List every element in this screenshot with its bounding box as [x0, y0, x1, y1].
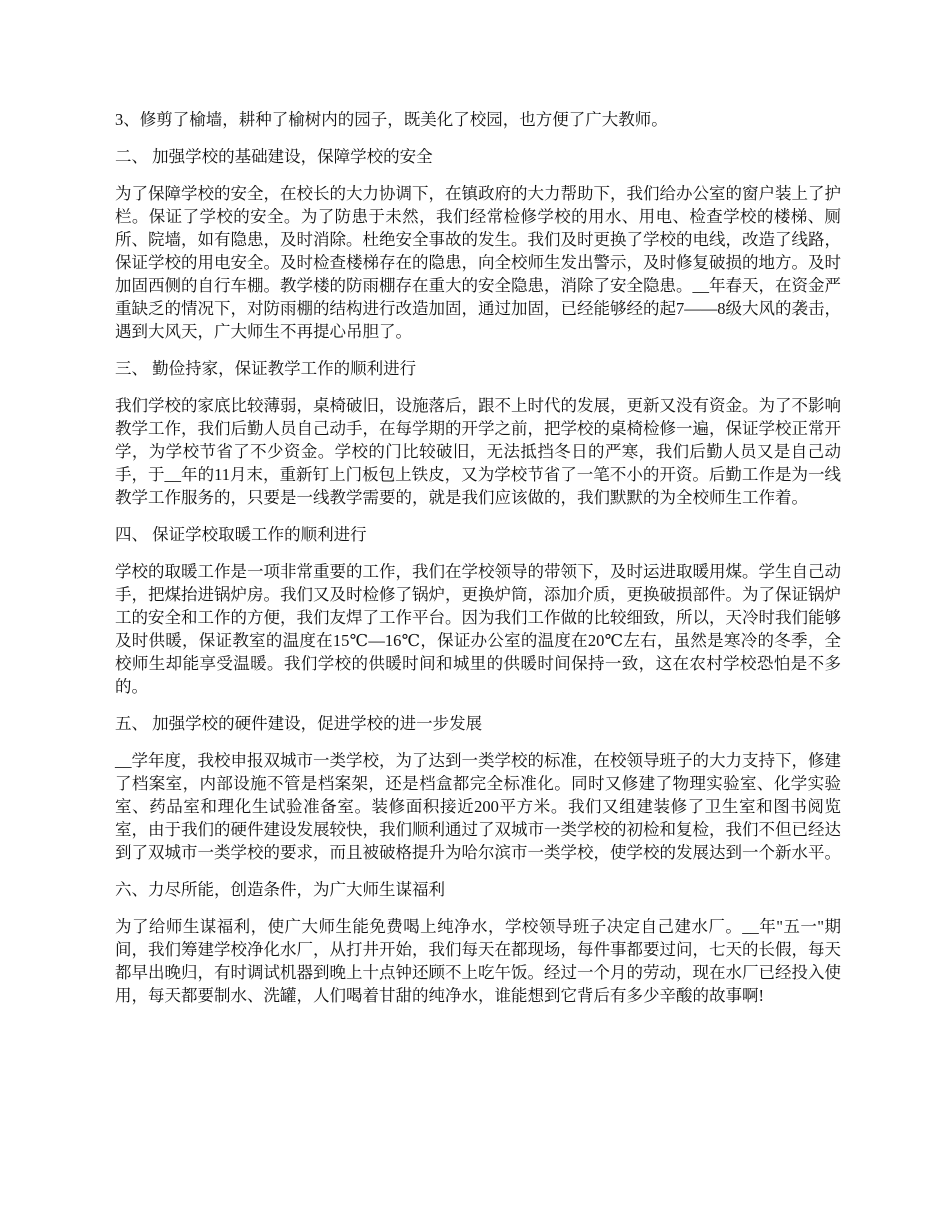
document-body — [115, 108, 841, 1021]
section-heading-4-heating: 四、 保证学校取暖工作的顺利进行 — [115, 525, 367, 544]
section-heading-5-hardware: 五、 加强学校的硬件建设，促进学校的进一步发展 — [115, 714, 483, 733]
section-heading-3-thrift: 三、 勤俭持家，保证教学工作的顺利进行 — [115, 359, 417, 378]
paragraph-heating: 学校的取暖工作是一项非常重要的工作，我们在学校领导的带领下，及时运进取暖用煤。学生自己动手，把煤抬进锅炉房。我们又及时检修了锅炉，更换炉筒，添加介质，更换破损部件。为了保证锅炉工的安全和工作的方便，我们友焊了工作平台。因为我们工作做的比较细致，所以，天冷时我们能够及时供暖，保证教室的温度在15℃—16℃，保证办公室的温度在20℃左右，虽然是寒冷的冬季，全校师生却能享受温暖。我们学校的供暖时间和城里的供暖时间保持一致，这在农村学校恐怕是不多的。 — [115, 562, 841, 696]
section-heading-2-infrastructure: 二、 加强学校的基础建设，保障学校的安全 — [115, 147, 433, 166]
paragraph-item-3-pruning: 3、修剪了榆墙，耕种了榆树内的园子，既美化了校园，也方便了广大教师。 — [115, 110, 668, 129]
paragraph-safety: 为了保障学校的安全，在校长的大力协调下，在镇政府的大力帮助下，我们给办公室的窗户装上了护栏。保证了学校的安全。为了防患于未然，我们经常检修学校的用水、用电、检查学校的楼梯、厕所、院墙，如有隐患，及时消除。杜绝安全事故的发生。我们及时更换了学校的电线，改造了线路，保证学校的用电安全。及时检查楼梯存在的隐患，向全校师生发出警示，及时修复破损的地方。及时加固西侧的自行车棚。教学楼的防雨棚存在重大的安全隐患，消除了安全隐患。__年春天，在资金严重缺乏的情况下，对防雨棚的结构进行改造加固，通过加固，已经能够经的起7——8级大风的袭击，遇到大风天，广大师生不再提心吊胆了。 — [115, 184, 841, 341]
paragraph-hardware: __学年度，我校申报双城市一类学校，为了达到一类学校的标准，在校领导班子的大力支持下，修建了档案室，内部设施不管是档案架，还是档盒都完全标准化。同时又修建了物理实验室、化学实验室、药品室和理化生试验准备室。装修面积接近200平方米。我们又组建装修了卫生室和图书阅览室，由于我们的硬件建设发展较快，我们顺利通过了双城市一类学校的初检和复检，我们不但已经达到了双城市一类学校的要求，而且被破格提升为哈尔滨市一类学校，使学校的发展达到一个新水平。 — [115, 751, 841, 862]
paragraph-thrift: 我们学校的家底比较薄弱，桌椅破旧，设施落后，跟不上时代的发展，更新又没有资金。为了不影响教学工作，我们后勤人员自己动手，在每学期的开学之前，把学校的桌椅检修一遍，保证学校正常开学，为学校节省了不少资金。学校的门比较破旧，无法抵挡冬日的严寒，我们后勤人员又是自己动手，于__年的11月末，重新钉上门板包上铁皮，又为学校节省了一笔不小的开资。后勤工作是为一线教学工作服务的，只要是一线教学需要的，就是我们应该做的，我们默默的为全校师生工作着。 — [115, 396, 841, 507]
paragraph-welfare: 为了给师生谋福利，使广大师生能免费喝上纯净水，学校领导班子决定自己建水厂。__年"五一"期间，我们筹建学校净化水厂，从打井开始，我们每天在都现场，每件事都要过问，七天的长假，每天都早出晚归，有时调试机器到晚上十点钟还顾不上吃午饭。经过一个月的劳动，现在水厂已经投入使用，每天都要制水、洗罐，人们喝着甘甜的纯净水，谁能想到它背后有多少辛酸的故事啊! — [115, 917, 841, 1005]
section-heading-6-welfare: 六、力尽所能，创造条件，为广大师生谋福利 — [115, 880, 445, 899]
